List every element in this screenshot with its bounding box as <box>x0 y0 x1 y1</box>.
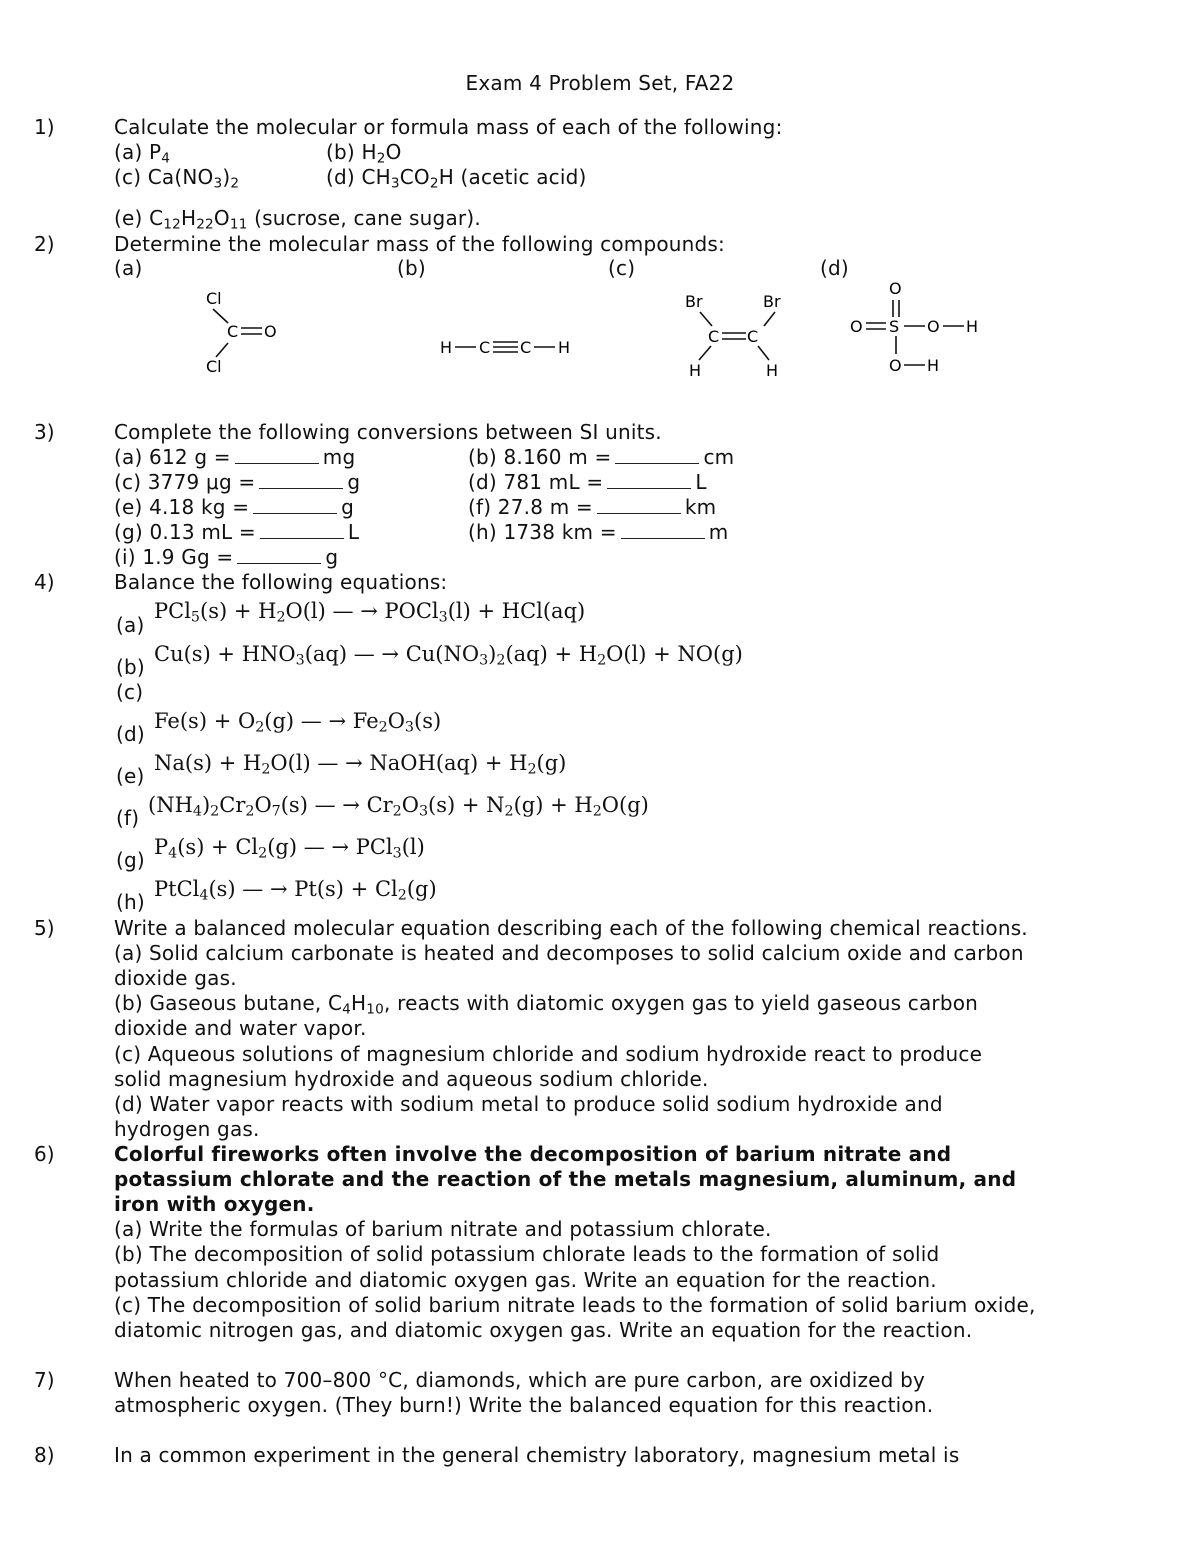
q4-label-c: (c) <box>116 680 144 704</box>
q6-item-c: (c) The decomposition of solid barium nitrate leads to the formation of solid barium oxide, <box>114 1293 1036 1317</box>
q3-item-e: (e) 4.18 kg = g <box>114 495 355 519</box>
question-number: 7) <box>34 1368 55 1392</box>
atom-o: O <box>264 322 277 341</box>
atom-br: Br <box>685 292 703 311</box>
atom-s: S <box>889 317 900 336</box>
atom-h: H <box>927 356 940 375</box>
question-prompt: Write a balanced molecular equation describing each of the following chemical reactions. <box>114 916 1028 940</box>
q2-label-a: (a) <box>114 256 143 280</box>
q1-item-c: (c) $Ca(NO_3)_2$ <box>114 165 240 192</box>
question-number: 3) <box>34 420 55 444</box>
q2-label-c: (c) <box>608 256 636 280</box>
atom-h: H <box>440 338 453 357</box>
atom-o: O <box>889 356 902 375</box>
q1-item-a: (a) $P_4$ <box>114 140 171 167</box>
equation-e: $Na(s) + H_2O(l)$ — → NaOH(aq) + $H_2(g)$ <box>154 751 567 778</box>
q2-label-d: (d) <box>820 256 849 280</box>
q1-item-e: (e) $C_{12}H_{22}O_{11}$ (sucrose, cane sugar). <box>114 206 481 233</box>
question-number: 4) <box>34 570 55 594</box>
equation-g: $P_4(s) + Cl_2(g)$ — → PCl$_3$(l) <box>154 835 425 862</box>
question-number: 6) <box>34 1142 55 1166</box>
q5-item-d-cont: hydrogen gas. <box>114 1117 260 1141</box>
q4-label-f: (f) <box>116 806 140 830</box>
q5-item-d: (d) Water vapor reacts with sodium metal to produce solid sodium hydroxide and <box>114 1092 943 1116</box>
q6-intro-cont: iron with oxygen. <box>114 1192 315 1216</box>
question-prompt: Complete the following conversions between SI units. <box>114 420 662 444</box>
reaction-arrow: — → <box>300 709 347 733</box>
q4-label-e: (e) <box>116 764 145 788</box>
q4-label-g: (g) <box>116 848 145 872</box>
atom-cl: Cl <box>206 357 222 376</box>
q5-item-c-cont: solid magnesium hydroxide and aqueous sodium chloride. <box>114 1067 709 1091</box>
atom-c: C <box>479 338 491 357</box>
atom-c: C <box>708 327 720 346</box>
q6-item-c-cont: diatomic nitrogen gas, and diatomic oxygen gas. Write an equation for the reaction. <box>114 1318 973 1342</box>
atom-c: C <box>520 338 532 357</box>
q4-label-a: (a) <box>116 613 145 637</box>
q1-item-d: (d) $CH_3CO_2H$ (acetic acid) <box>326 165 587 192</box>
atom-h: H <box>966 317 979 336</box>
q5-item-a-cont: dioxide gas. <box>114 966 237 990</box>
q7-text: When heated to 700–800 °C, diamonds, which are pure carbon, are oxidized by <box>114 1368 926 1392</box>
q3-item-a: (a) 612 g = mg <box>114 445 356 469</box>
equation-b: $Cu(s) + HNO_3(aq)$ — → $Cu(NO_3)_2(aq) + H_2O(l) + NO(g)$ <box>154 642 743 669</box>
structure-a-phosgene <box>190 285 300 380</box>
question-number: 8) <box>34 1443 55 1467</box>
question-number: 1) <box>34 115 55 139</box>
question-prompt: Determine the molecular mass of the following compounds: <box>114 232 725 256</box>
reaction-arrow: — → <box>332 599 378 623</box>
q4-label-b: (b) <box>116 655 145 679</box>
q4-label-h: (h) <box>116 890 145 914</box>
equation-f: $(NH_4)_2Cr_2O_7(s)$ — → $Cr_2O_3(s) + N_2(g) + H_2O(g)$ <box>148 793 649 820</box>
equation-a: $PCl_5(s) + H_2O(l)$ — → POCl$_3$(l) + HCl(aq) <box>154 599 586 626</box>
question-number: 2) <box>34 232 55 256</box>
q1-item-b: (b) $H_2O$ <box>326 140 402 167</box>
structure-c-dibromoethene <box>680 290 790 382</box>
atom-o: O <box>927 317 940 336</box>
reaction-arrow: — → <box>314 793 360 817</box>
q5-item-b: (b) Gaseous butane, $C_4H_{10}$, reacts with diatomic oxygen gas to yield gaseous carbon <box>114 991 979 1018</box>
page-title: Exam 4 Problem Set, FA22 <box>465 71 735 95</box>
q5-item-b-cont: dioxide and water vapor. <box>114 1016 367 1040</box>
question-prompt: Calculate the molecular or formula mass of each of the following: <box>114 115 783 139</box>
atom-o: O <box>850 317 863 336</box>
q6-intro: Colorful fireworks often involve the decomposition of barium nitrate and <box>114 1142 952 1166</box>
atom-cl: Cl <box>206 289 222 308</box>
q3-item-h: (h) 1738 km = m <box>468 520 729 544</box>
q6-item-b-cont: potassium chloride and diatomic oxygen gas. Write an equation for the reaction. <box>114 1268 937 1292</box>
q5-item-a: (a) Solid calcium carbonate is heated and decomposes to solid calcium oxide and carbon <box>114 941 1024 965</box>
q3-item-i: (i) 1.9 Gg = g <box>114 545 339 569</box>
atom-c: C <box>747 327 759 346</box>
reaction-arrow: — → <box>353 642 400 666</box>
q3-item-c: (c) 3779 μg = g <box>114 470 361 494</box>
structure-b-acetylene <box>438 332 578 362</box>
q3-item-d: (d) 781 mL = L <box>468 470 707 494</box>
structure-d-sulfuric-acid <box>846 276 986 380</box>
equation-d: $Fe(s) + O_2(g)$ — → $Fe_2O_3(s)$ <box>154 709 442 736</box>
q8-text: In a common experiment in the general chemistry laboratory, magnesium metal is <box>114 1443 960 1467</box>
reaction-arrow: — → <box>317 751 363 775</box>
q6-item-a: (a) Write the formulas of barium nitrate and potassium chlorate. <box>114 1217 772 1241</box>
q6-intro-cont: potassium chlorate and the reaction of the metals magnesium, aluminum, and <box>114 1167 1017 1191</box>
q3-item-f: (f) 27.8 m = km <box>468 495 717 519</box>
atom-h: H <box>689 361 702 380</box>
atom-c: C <box>227 322 239 341</box>
reaction-arrow: — → <box>303 835 350 859</box>
q3-item-b: (b) 8.160 m = cm <box>468 445 735 469</box>
reaction-arrow: — → <box>242 877 288 901</box>
q2-label-b: (b) <box>397 256 426 280</box>
q4-label-d: (d) <box>116 722 145 746</box>
atom-h: H <box>558 338 571 357</box>
atom-br: Br <box>763 292 781 311</box>
question-prompt: Balance the following equations: <box>114 570 448 594</box>
q6-item-b: (b) The decomposition of solid potassium chlorate leads to the formation of solid <box>114 1242 940 1266</box>
q3-item-g: (g) 0.13 mL = L <box>114 520 360 544</box>
q7-text-cont: atmospheric oxygen. (They burn!) Write the balanced equation for this reaction. <box>114 1393 934 1417</box>
atom-h: H <box>766 361 779 380</box>
atom-o: O <box>889 279 902 298</box>
question-number: 5) <box>34 916 55 940</box>
equation-h: PtCl$_4$(s) — → $Pt(s) + Cl_2(g)$ <box>154 877 437 904</box>
q5-item-c: (c) Aqueous solutions of magnesium chloride and sodium hydroxide react to produce <box>114 1042 983 1066</box>
